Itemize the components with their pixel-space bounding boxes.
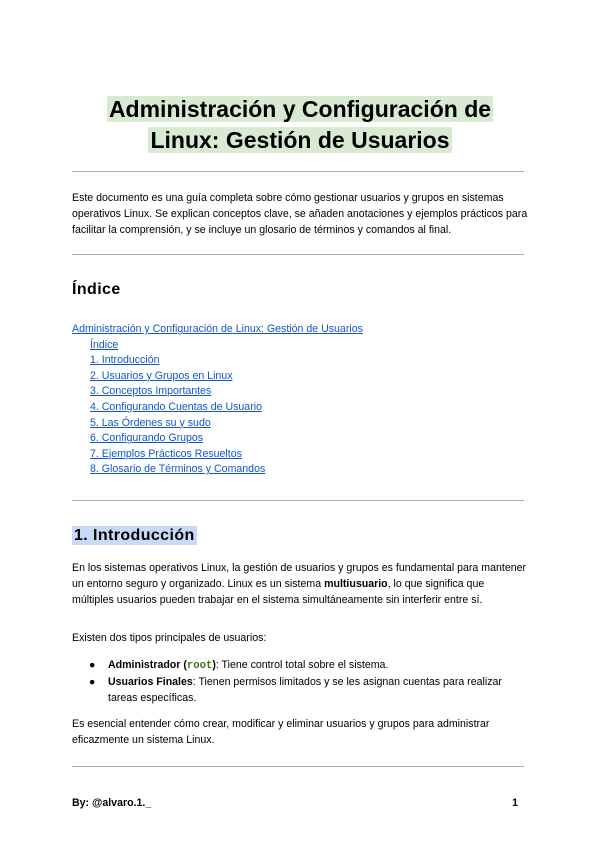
section-heading-intro xyxy=(72,525,197,547)
divider xyxy=(72,254,524,255)
document-title xyxy=(0,94,600,156)
index-heading: Índice xyxy=(72,281,121,298)
paragraph-text: , lo que significa que múltiples usuarios pueden trabajar en el sistema simultáneamente sin interferir entre sí. xyxy=(72,578,485,606)
title-line-1: Administración y Configuración de xyxy=(108,96,492,122)
toc-link-main[interactable]: Administración y Configuración de Linux: Gestión de Usuarios xyxy=(72,323,363,335)
intro-section-paragraph xyxy=(72,560,528,608)
toc-link-index[interactable]: Índice xyxy=(90,338,119,351)
toc-link-concepts[interactable]: 3. Conceptos Importantes xyxy=(90,385,212,398)
bullet-text: : Tiene control total sobre el sistema. xyxy=(215,659,389,671)
closing-paragraph: Es esencial entender cómo crear, modificar y eliminar usuarios y grupos para administrar eficazmente un sistema Linux. xyxy=(72,718,490,746)
list-item xyxy=(72,674,528,706)
code-root: root xyxy=(186,660,213,672)
toc-link-users-groups[interactable]: 2. Usuarios y Grupos en Linux xyxy=(90,369,233,382)
toc-link-groups[interactable]: 6. Configurando Grupos xyxy=(90,432,204,445)
list-item xyxy=(72,657,528,674)
bold-term: multiusuario xyxy=(324,578,388,590)
user-types-paragraph: Existen dos tipos principales de usuarios: xyxy=(72,632,267,644)
section-heading-text: 1. Introducción xyxy=(74,527,195,544)
title-line-2: Linux: Gestión de Usuarios xyxy=(150,127,450,153)
bullet-text: : Tienen permisos limitados y se les asignan cuentas para realizar tareas específicas. xyxy=(108,676,502,704)
toc-link-su-sudo[interactable]: 5. Las Órdenes su y sudo xyxy=(90,416,211,429)
divider xyxy=(72,766,524,767)
bullet-icon: ● xyxy=(89,676,96,688)
page-number: 1 xyxy=(512,797,518,809)
divider xyxy=(72,500,524,501)
intro-paragraph: Este documento es una guía completa sobre cómo gestionar usuarios y grupos en sistemas operativos Linux. Se explican conceptos clave, se añaden anotaciones y ejemplos prácticos para facilitar la comprensión, y se incluye un glosario de términos y comandos al final. xyxy=(72,192,528,236)
footer-author: By: @alvaro.1._ xyxy=(72,797,152,809)
bullet-label: Administrador ( xyxy=(108,659,187,671)
bullet-label-end: ) xyxy=(212,659,216,671)
bullet-label: Usuarios Finales xyxy=(108,676,193,688)
paragraph-text: En los sistemas operativos Linux, la gestión de usuarios y grupos es fundamental para mantener un entorno seguro y organizado. Linux es un sistema xyxy=(72,562,527,590)
user-types-list xyxy=(72,657,528,706)
table-of-contents xyxy=(72,322,363,478)
toc-link-accounts[interactable]: 4. Configurando Cuentas de Usuario xyxy=(90,400,262,413)
toc-link-examples[interactable]: 7. Ejemplos Prácticos Resueltos xyxy=(90,447,242,460)
bullet-icon: ● xyxy=(89,659,96,671)
toc-link-glossary[interactable]: 8. Glosario de Términos y Comandos xyxy=(90,463,266,476)
divider xyxy=(72,171,524,172)
toc-link-intro[interactable]: 1. Introducción xyxy=(90,354,160,367)
